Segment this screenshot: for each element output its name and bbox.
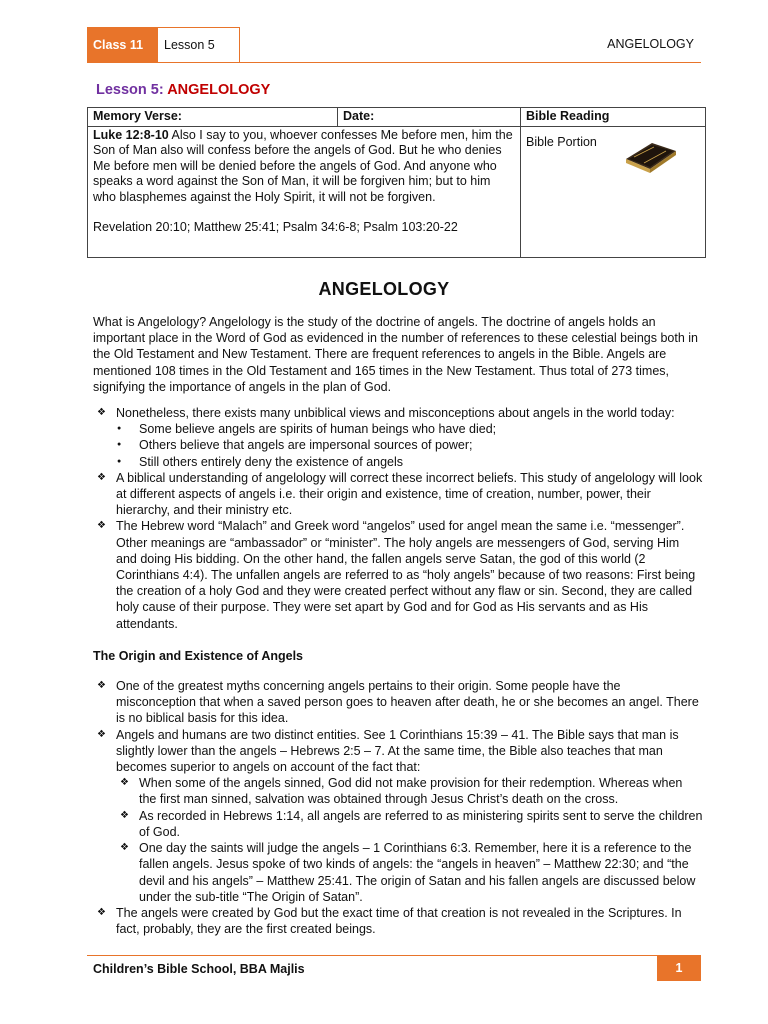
main-title: ANGELOLOGY <box>318 279 450 299</box>
section-heading: The Origin and Existence of Angels <box>93 648 303 663</box>
bible-portion-cell <box>521 126 706 257</box>
footer-school: Children’s Bible School, BBA Majlis <box>93 962 305 976</box>
reading-references: Revelation 20:10; Matthew 25:41; Psalm 34:6-8; Psalm 103:20-22 <box>93 220 458 234</box>
content-body <box>93 314 703 947</box>
lesson-label: Lesson 5 <box>164 38 215 52</box>
page-number: 1 <box>657 955 701 981</box>
memory-verse-cell <box>88 126 521 257</box>
list-item: ❖ The angels were created by God but the exact time of that creation is not revealed in the Scriptures. In fact, probably, they are the first created beings. <box>93 905 703 937</box>
verse-text: Also I say to you, whoever confesses Me before men, him the Son of Man also will confess before the angels of God. But he who denies Me before men will be denied before the angels of God. And anyone who speaks a word against the Son of Man, it will be forgiven him; but to him who blasphemes against the Holy Spirit, it will not be forgiven. <box>93 127 513 204</box>
bible-reading-header: Bible Reading <box>521 108 706 127</box>
points-list-2 <box>93 678 703 937</box>
list-item: ● Some believe angels are spirits of human beings who have died; <box>116 421 703 437</box>
bible-book-icon <box>622 137 678 177</box>
header-subject: ANGELOLOGY <box>607 37 694 51</box>
list-item: ❖ A biblical understanding of angelology will correct these incorrect beliefs. This study of angelology will look at different aspects of angels i.e. their origin and existence, time of creation, number, power, their hierarchy, and their ministry etc. <box>93 470 703 519</box>
intro-paragraph: What is Angelology? Angelology is the study of the doctrine of angels. The doctrine of angels holds an important place in the Word of God as evidenced in the number of references to these celestial beings both in the Old Testament and New Testament. There are frequent references to angels in the Bible. Angels are mentioned 108 times in the Old Testament and 165 times in the New Testament. Thus total of 273 times, signifying the importance of angels in the plan of God. <box>93 315 698 394</box>
verse-paragraph <box>93 128 515 206</box>
point-text: Nonetheless, there exists many unbiblical views and misconceptions about angels in the world today: <box>116 406 675 421</box>
header-rule <box>240 62 701 63</box>
class-tab <box>87 27 158 63</box>
lesson-title <box>96 82 270 98</box>
list-item <box>93 405 703 470</box>
list-item: ❖ One day the saints will judge the angels – 1 Corinthians 6:3. Remember, here it is a reference to the fallen angels. Jesus spoke of two kinds of angels: the “angels in heaven” – Matthew 22:30; and “the devil and his angels” – Matthew 25:41. The origin of Satan and his fallen angels are discussed below under the sub-title “The Origin of Satan”. <box>116 840 703 905</box>
point-text: Angels and humans are two distinct entities. See 1 Corinthians 15:39 – 41. The Bible says that man is slightly lower than the angels – Hebrews 2:5 – 7. At the same time, the Bible also teaches that man becomes superior to angels on account of the fact that: <box>116 727 679 775</box>
list-item: ● Others believe that angels are impersonal sources of power; <box>116 437 703 453</box>
lesson-tab <box>158 27 240 63</box>
lesson-title-name: ANGELOLOGY <box>167 82 271 98</box>
memory-verse-table <box>87 107 706 258</box>
lesson-title-prefix: Lesson 5: <box>96 82 168 98</box>
date-header: Date: <box>338 108 521 127</box>
misconceptions-list <box>116 421 703 470</box>
footer-rule <box>87 955 657 956</box>
list-item: ❖ One of the greatest myths concerning angels pertains to their origin. Some people have the misconception that when a saved person goes to heaven after death, he or she becomes an angel. There is no biblical basis for this idea. <box>93 678 703 727</box>
list-item <box>93 727 703 905</box>
list-item: ❖ When some of the angels sinned, God did not make provision for their redemption. Whereas when the first man sinned, salvation was obtained through Jesus Christ’s death on the cross. <box>116 775 703 807</box>
list-item: ❖ The Hebrew word “Malach” and Greek word “angelos” used for angel mean the same i.e. “messenger”. Other meanings are “ambassador” or “minister”. The holy angels are messengers of God, serving Him and doing His bidding. On the other hand, the fallen angels serve Satan, the god of this world (2 Corinthians 4:4). The unfallen angels are referred to as “holy angels” because of two reasons: First being the creation of a holy God and they were created perfect without any flaw or sin. Second, they are called holy cause of their purpose. They were set apart by God and for God as His servants and as His attendants. <box>93 518 703 631</box>
verse-reference: Luke 12:8-10 <box>93 127 169 142</box>
memory-verse-header: Memory Verse: <box>88 108 338 127</box>
list-item: ❖ As recorded in Hebrews 1:14, all angels are referred to as ministering spirits sent to serve the children of God. <box>116 808 703 840</box>
superiority-list <box>116 775 703 905</box>
list-item: ● Still others entirely deny the existence of angels <box>116 454 703 470</box>
class-label: Class 11 <box>93 38 144 52</box>
points-list-1 <box>93 405 703 632</box>
bible-portion-label: Bible Portion <box>526 134 597 149</box>
